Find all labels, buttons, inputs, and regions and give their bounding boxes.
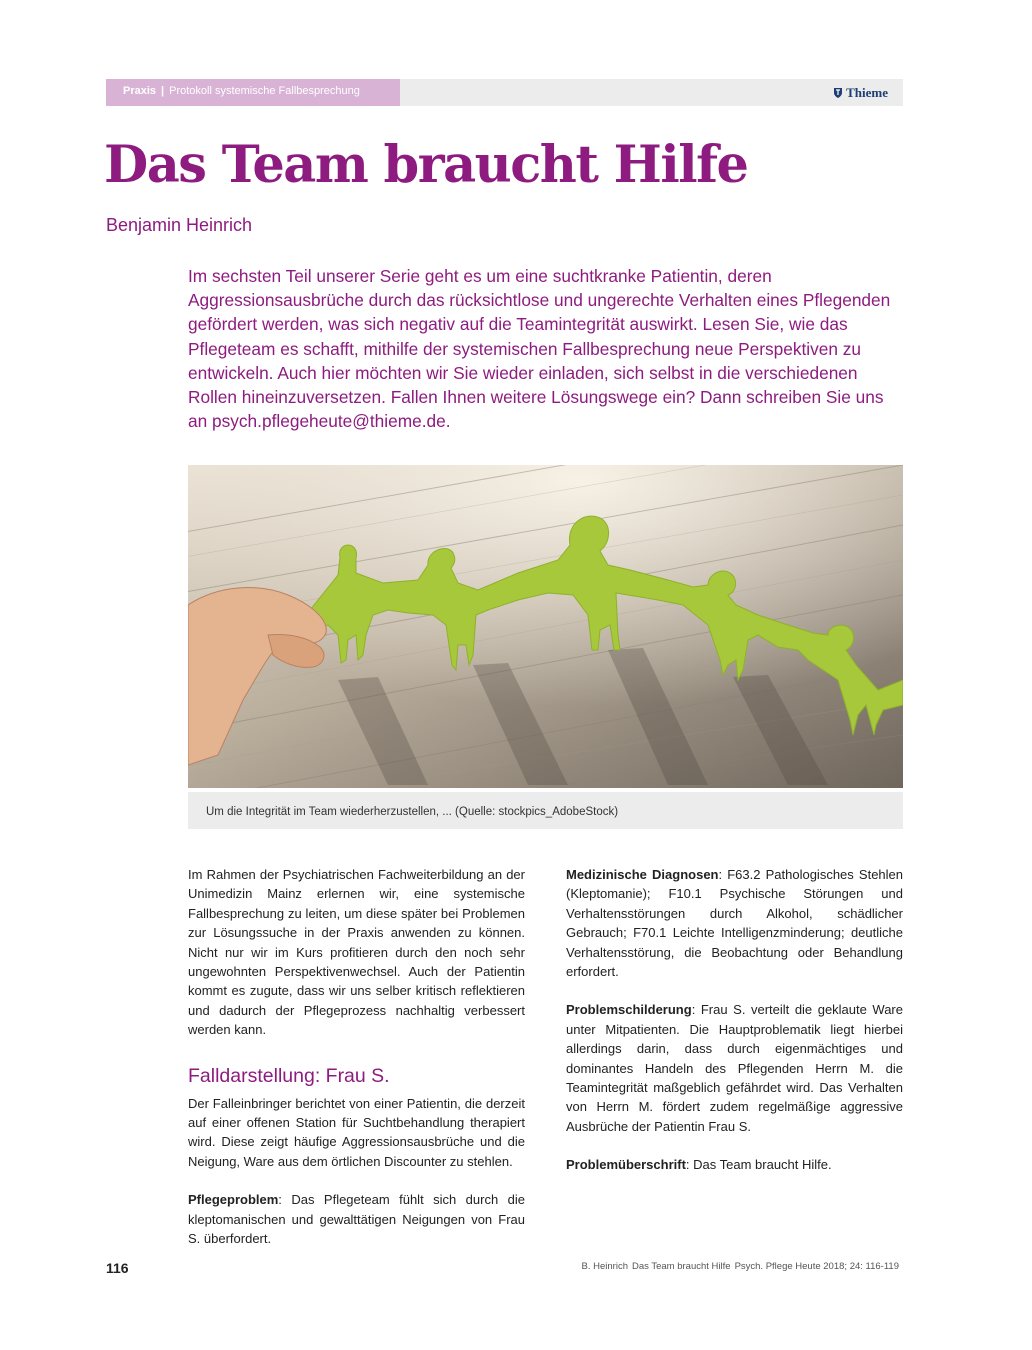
running-header xyxy=(106,79,903,106)
section-separator: | xyxy=(161,85,165,97)
section-label: Praxis xyxy=(123,85,157,97)
case-paragraph: Der Falleinbringer berichtet von einer Patientin, die derzeit auf einer offenen Station für Suchtbehandlung therapiert wird. Diese zeigt häufige Aggressionsausbrüche und die Neigung, Ware aus dem örtlichen Discounter zu stehlen. xyxy=(188,1095,525,1169)
lead-paragraph: Im sechsten Teil unserer Serie geht es um eine suchtkranke Patientin, deren Aggressionsausbrüche durch das rücksichtlose und ungerechte Verhalten eines Pflegenden gefördert werden, was sich negativ auf die Teamintegrität auswirkt. Lesen Sie, wie das Pflegeteam es schafft, mithilfe der systemischen Fallbesprechung neue Perspektiven zu entwickeln. Auch hier möchten wir Sie wieder einladen, sich selbst in die verschiedenen Rollen hineinzuversetzen. Fallen Ihnen weitere Lösungswege ein? Dann schreiben Sie uns an psych.pflegeheute@thieme.de. xyxy=(188,266,891,432)
article-title: Das Team braucht Hilfe xyxy=(104,135,748,195)
article-author: Benjamin Heinrich xyxy=(106,215,253,235)
footer-author: B. Heinrich xyxy=(581,1261,628,1272)
figure-caption: Um die Integrität im Team wiederherzustellen, ... (Quelle: stockpics_AdobeStock) xyxy=(188,792,903,829)
publisher-logo xyxy=(833,79,888,106)
problem-description-paragraph xyxy=(566,1000,903,1136)
article-photo xyxy=(188,465,903,788)
citation-footer xyxy=(582,1261,903,1272)
footer-journal: Psych. Pflege Heute 2018; 24: 116-119 xyxy=(734,1261,899,1272)
page-number: 116 xyxy=(106,1260,129,1276)
problem-title-text: : Das Team braucht Hilfe. xyxy=(685,1157,832,1173)
problem-title-paragraph xyxy=(566,1155,903,1174)
body-column-right xyxy=(566,865,903,1194)
care-problem-paragraph xyxy=(188,1190,525,1248)
diagnoses-label: Medizinische Diagnosen xyxy=(566,867,719,882)
subsection-label: Protokoll systemische Fallbesprechung xyxy=(169,85,360,97)
intro-paragraph: Im Rahmen der Psychiatrischen Fachweiterbildung an der Unimedizin Mainz erlernen wir, eine systemische Fallbesprechung zu leiten, um diese später bei Problemen zur Lösungssuche in der Praxis anwenden zu können. Nicht nur wir im Kurs profitieren durch den noch sehr ungewohnten Perspektivenwechsel. Auch der Patientin kommt es zugute, dass wir uns selber kritisch reflektieren und dadurch der Pflegeprozess nachhaltig verbessert werden kann. xyxy=(188,867,525,1038)
problem-title-label: Problemüberschrift xyxy=(566,1157,686,1173)
thieme-crest-icon xyxy=(833,87,843,99)
section-tag xyxy=(106,79,400,106)
diagnoses-paragraph xyxy=(566,865,903,981)
logo-text: Thieme xyxy=(846,85,888,100)
paper-chain-people-image xyxy=(188,465,903,788)
problem-description-label: Problemschilderung xyxy=(566,1002,692,1018)
case-heading: Falldarstellung: Frau S. xyxy=(188,1064,390,1087)
problem-description-text: : Frau S. verteilt die geklaute Ware unter Mitpatienten. Die Hauptproblematik liegt hierbei allerdings darin, dass durch eigenmächtiges und dominantes Handeln des Pflegenden Herrn M. die Teamintegrität maßgeblich gefährdet wird. Das Verhalten von Herrn M. fördert zudem regelmäßige aggressive Ausbrüche der Patientin Frau S. xyxy=(566,1002,903,1134)
body-column-left xyxy=(188,865,525,1268)
care-problem-text: : Das Pflegeteam fühlt sich durch die kleptomanischen und gewalttätigen Neigungen von Frau S. überfordert. xyxy=(188,1192,525,1247)
care-problem-label: Pflegeproblem xyxy=(188,1192,279,1208)
diagnoses-text: : F63.2 Pathologisches Stehlen (Kleptomanie); F10.1 Psychische Störungen und Verhaltensstörungen durch Alkohol, schädlicher Gebrauch; F70.1 Leichte Intelligenzminderung; deutliche Verhaltensstörung, die Beobachtung oder Behandlung erfordert. xyxy=(566,867,903,980)
footer-article: Das Team braucht Hilfe xyxy=(632,1261,731,1272)
